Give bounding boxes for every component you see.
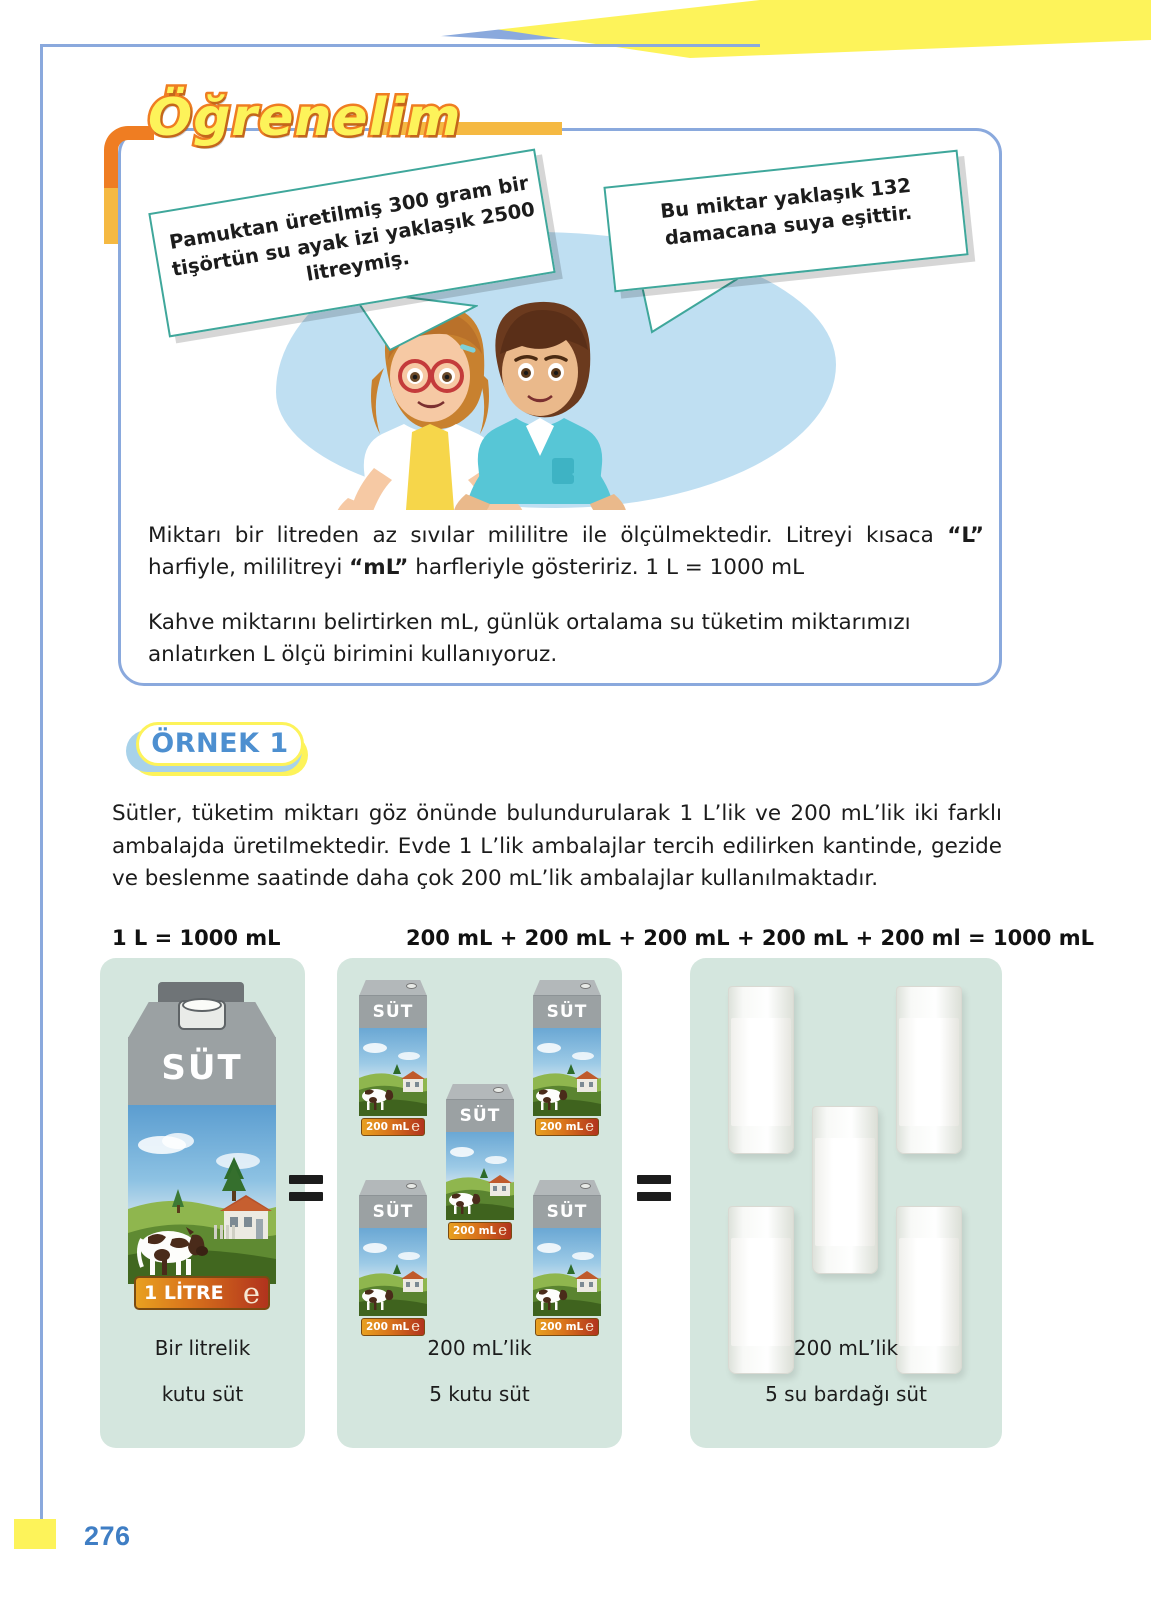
learn-panel-orange-corner	[104, 126, 154, 188]
carton-shoulder	[533, 1180, 601, 1196]
carton-volume-badge	[134, 1276, 270, 1310]
milk-glass	[896, 986, 962, 1154]
glass-milk-fill	[731, 1018, 791, 1126]
glass-milk-fill	[899, 1018, 959, 1126]
learn-panel-orange-bar	[104, 188, 118, 244]
farm-scene-artwork	[446, 1132, 514, 1220]
equation-right-label: 200 mL + 200 mL + 200 mL + 200 mL + 200 ml = 1000 mL	[406, 926, 1094, 950]
milk-glass	[812, 1106, 878, 1274]
estimated-sign-e-icon: e	[411, 1317, 420, 1335]
page-number: 276	[84, 1521, 131, 1551]
equals-sign-1	[289, 1175, 323, 1205]
carton-shoulder	[359, 1180, 427, 1196]
carton-shoulder	[359, 980, 427, 996]
carton-volume-text: 1 LİTRE	[144, 1282, 224, 1304]
farm-scene-artwork	[533, 1228, 601, 1316]
milk-carton-1l	[128, 982, 276, 1318]
carton-volume-text: 200 mL	[366, 1121, 410, 1133]
learn-paragraph-1: Miktarı bir litreden az sıvılar mililitre ile ölçülmektedir. Litreyi kısaca “L” harfiyle, mililitreyi “mL” harfleriyle gösteririz. 1 L = 1000 mL	[148, 523, 984, 581]
panel-one-litre-carton	[100, 958, 305, 1448]
example-badge-label: ÖRNEK 1	[151, 728, 289, 759]
carton-farm-scene	[359, 1228, 427, 1316]
learn-paragraph-2: Kahve miktarını belirtirken mL, günlük ortalama su tüketim miktarımızı anlatırken L ölçü birimini kullanıyoruz.	[148, 610, 911, 668]
illustration-area	[150, 160, 970, 510]
boy-speech-bubble	[603, 150, 968, 293]
girl-speech-bubble-text: Pamuktan üretilmiş 300 gram bir tişörtün su ayak izi yaklaşık 2500 litreymiş.	[167, 171, 537, 286]
boy-speech-bubble-text: Bu miktar yaklaşık 132 damacana suya eşittir.	[659, 173, 914, 250]
carton-shoulder	[446, 1084, 514, 1100]
carton-cap-top	[182, 998, 222, 1012]
carton-volume-badge	[535, 1318, 599, 1336]
milk-carton-200ml	[533, 980, 601, 1140]
panel-3-caption-line-2: 5 su bardağı süt	[765, 1382, 927, 1406]
glass-milk-fill	[899, 1238, 959, 1346]
estimated-sign-e-icon: e	[498, 1221, 507, 1239]
milk-carton-200ml	[359, 980, 427, 1140]
top-decorative-ribbons	[0, 0, 1151, 70]
farm-scene-artwork	[359, 1028, 427, 1116]
page-frame-vertical-rule	[40, 44, 43, 1544]
example-paragraph: Sütler, tüketim miktarı göz önünde bulundurularak 1 L’lik ve 200 mL’lik iki farklı ambalajda üretilmektedir. Evde 1 L’lik ambalajlar tercih edilirken kantinde, gezide ve beslenme saatinde daha çok 200 mL’lik ambalajlar kullanılmaktadır.	[112, 801, 1002, 892]
carton-brand-label: SÜT	[161, 1048, 243, 1088]
estimated-sign-e-icon: e	[585, 1317, 594, 1335]
page-frame-horizontal-rule	[40, 44, 760, 47]
carton-farm-scene	[128, 1105, 276, 1284]
carton-volume-badge	[361, 1318, 425, 1336]
panel-3-caption-line-1: 200 mL’lik	[793, 1336, 899, 1360]
carton-volume-text: 200 mL	[540, 1121, 584, 1133]
estimated-sign-e-icon: e	[585, 1117, 594, 1135]
glass-milk-fill	[731, 1238, 791, 1346]
panel-five-200ml-cartons	[337, 958, 622, 1448]
carton-volume-text: 200 mL	[540, 1321, 584, 1333]
farm-scene-artwork	[128, 1105, 276, 1284]
carton-cap-dot	[580, 983, 591, 989]
milk-carton-200ml	[359, 1180, 427, 1340]
carton-volume-badge	[535, 1118, 599, 1136]
farm-scene-artwork	[359, 1228, 427, 1316]
carton-volume-badge	[448, 1222, 512, 1240]
carton-farm-scene	[446, 1132, 514, 1220]
milk-carton-200ml	[446, 1084, 514, 1244]
estimated-sign-e-icon: e	[242, 1276, 260, 1310]
learn-section-title: Öğrenelim	[148, 88, 462, 148]
panel-1-caption-line-2: kutu süt	[161, 1382, 244, 1406]
carton-volume-text: 200 mL	[453, 1225, 497, 1237]
carton-brand-label: SÜT	[372, 1002, 414, 1022]
example-badge	[126, 722, 326, 778]
carton-cap-dot	[406, 1183, 417, 1189]
page-corner-tab	[14, 1519, 56, 1549]
equals-sign-2	[637, 1175, 671, 1205]
carton-brand-label: SÜT	[372, 1202, 414, 1222]
estimated-sign-e-icon: e	[411, 1117, 420, 1135]
milk-glass	[728, 986, 794, 1154]
carton-cap-dot	[580, 1183, 591, 1189]
panel-2-caption-line-1: 200 mL’lik	[427, 1336, 532, 1360]
milk-carton-200ml	[533, 1180, 601, 1340]
carton-cap-dot	[493, 1087, 504, 1093]
equation-left-label: 1 L = 1000 mL	[112, 926, 281, 950]
carton-volume-badge	[361, 1118, 425, 1136]
carton-farm-scene	[533, 1028, 601, 1116]
carton-farm-scene	[533, 1228, 601, 1316]
carton-cap-dot	[406, 983, 417, 989]
panel-1-caption-line-1: Bir litrelik	[154, 1336, 251, 1360]
panel-2-caption-line-2: 5 kutu süt	[429, 1382, 530, 1406]
carton-shoulder	[533, 980, 601, 996]
carton-farm-scene	[359, 1028, 427, 1116]
carton-brand-label: SÜT	[546, 1002, 588, 1022]
carton-volume-text: 200 mL	[366, 1321, 410, 1333]
glass-milk-fill	[815, 1138, 875, 1246]
carton-brand-label: SÜT	[459, 1106, 501, 1126]
carton-brand-label: SÜT	[546, 1202, 588, 1222]
farm-scene-artwork	[533, 1028, 601, 1116]
panel-five-glasses	[690, 958, 1002, 1448]
